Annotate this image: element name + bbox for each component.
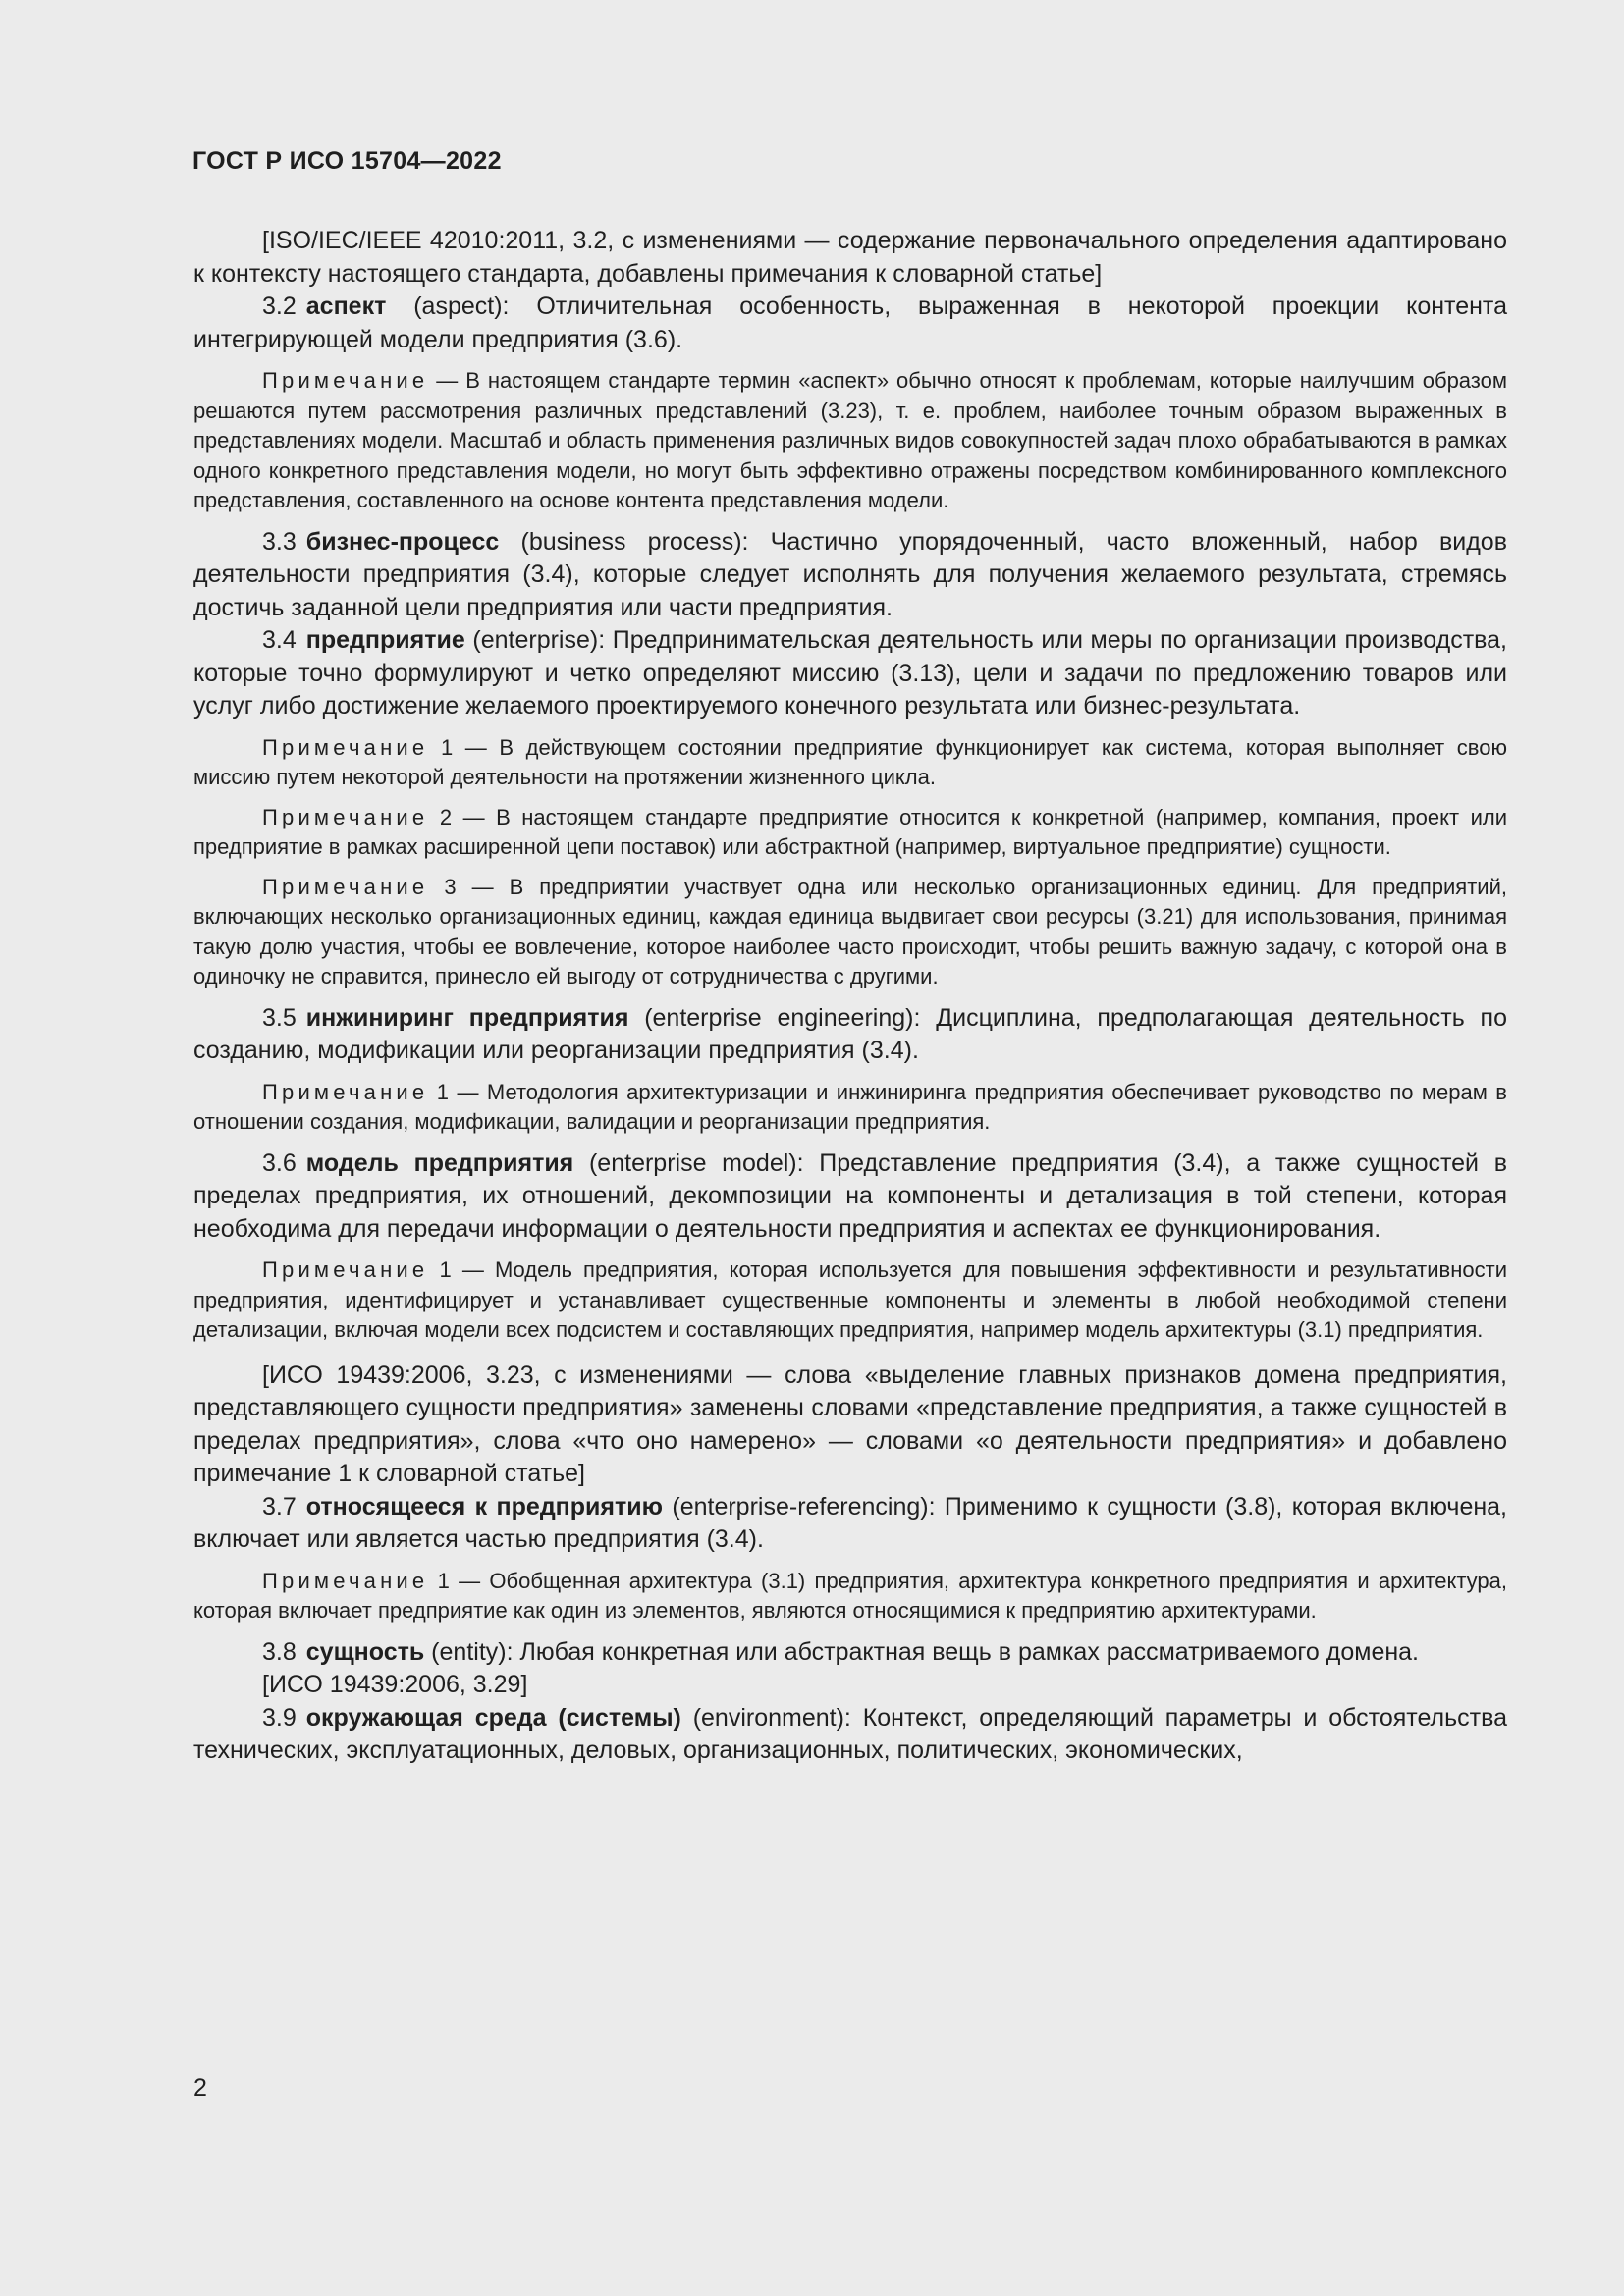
note: Примечание 1 — В действующем состоянии предприятие функционирует как система, которая выполняет свою миссию путем некоторой деятельности на протяжении жизненного цикла. — [193, 734, 1507, 789]
source-reference: [ИСО 19439:2006, 3.29] — [262, 1671, 528, 1698]
term-definition: 3.5 инжиниринг предприятия (enterprise engineering): Дисциплина, предполагающая деятельность по созданию, модификации или реорганизации предприятия (3.4). — [193, 1003, 1507, 1064]
term-definition: 3.2 аспект (aspect): Отличительная особенность, выраженная в некоторой проекции контента интегрирующей модели предприятия (3.6). — [193, 293, 1507, 353]
term-definition: 3.7 относящееся к предприятию (enterprise-referencing): Применимо к сущности (3.8), которая включена, включает или является частью предприятия (3.4). — [193, 1492, 1508, 1553]
note: Примечание 1 — Методология архитектуризации и инжиниринга предприятия обеспечивает руководство по мерам в отношении создания, модификации, валидации и реорганизации предприятия. — [193, 1079, 1507, 1134]
document-header: ГОСТ Р ИСО 15704—2022 — [192, 147, 502, 175]
term-definition: 3.4 предприятие (enterprise): Предпринимательская деятельность или меры по организации производства, которые точно формулируют и четко определяют миссию (3.13), цели и задачи по предложению товаров или услуг либо достижение желаемого проектируемого конечного результата или бизнес-результата. — [193, 626, 1507, 720]
term-definition: 3.8 сущность (entity): Любая конкретная или абстрактная вещь в рамках рассматриваемого домена. — [262, 1637, 1420, 1666]
page-number: 2 — [193, 2074, 207, 2102]
note: Примечание — В настоящем стандарте термин «аспект» обычно относят к проблемам, которые наилучшим образом решаются путем рассмотрения различных представлений (3.23), т. е. проблем, наиболее точным образом выраженных в представлениях модели. Масштаб и область применения различных видов совокупностей задач плохо обрабатываются в рамках одного конкретного представления модели, но могут быть эффективно отражены посредством комбинированного комплексного представления, составленного на основе контента представления модели. — [193, 368, 1507, 512]
source-reference: [ИСО 19439:2006, 3.23, с изменениями — слова «выделение главных признаков домена предприятия, представляющего сущности предприятия» заменены словами «представление предприятия, а также сущностей в пределах предприятия», слова «что оно намерено» — словами «о деятельности предприятия» и добавлено примечание 1 к словарной статье] — [193, 1361, 1507, 1487]
note: Примечание 3 — В предприятии участвует одна или несколько организационных единиц. Для предприятий, включающих несколько организационных единиц, каждая единица выдвигает свои ресурсы (3.21) для использования, принимая такую долю участия, чтобы ее вовлечение, которое наиболее часто происходит, чтобы решить важную задачу, с которой она в одиночку не справится, принесло ей выгоду от сотрудничества с другими. — [193, 874, 1507, 988]
term-definition: 3.6 модель предприятия (enterprise model): Представление предприятия (3.4), а также сущностей в пределах предприятия, их отношений, декомпозиции на компоненты и детализация в той степени, которая необходима для передачи информации о деятельности предприятия и аспектах ее функционирования. — [193, 1148, 1508, 1243]
note: Примечание 1 — Обобщенная архитектура (3.1) предприятия, архитектура конкретного предприятия и архитектура, которая включает предприятие как один из элементов, являются относящимися к предприятию архитектурами. — [193, 1568, 1507, 1623]
source-reference: [ISO/IEC/IEEE 42010:2011, 3.2, с изменениями — содержание первоначального определения адаптировано к контексту настоящего стандарта, добавлены примечания к словарной статье] — [193, 227, 1507, 288]
note: Примечание 2 — В настоящем стандарте предприятие относится к конкретной (например, компания, проект или предприятие в рамках расширенной цепи поставок) или абстрактной (например, виртуальное предприятие) сущности. — [193, 804, 1507, 859]
term-definition: 3.3 бизнес-процесс (business process): Частично упорядоченный, часто вложенный, набор видов деятельности предприятия (3.4), которые следует исполнять для получения желаемого результата, стремясь достичь заданной цели предприятия или части предприятия. — [193, 527, 1507, 621]
document-body — [193, 225, 1507, 1768]
note: Примечание 1 — Модель предприятия, которая используется для повышения эффективности и результативности предприятия, идентифицирует и устанавливает существенные компоненты и элементы в любой необходимой степени детализации, включая модели всех подсистем и составляющих предприятия, например модель архитектуры (3.1) предприятия. — [193, 1257, 1507, 1342]
term-definition: 3.9 окружающая среда (системы) (environment): Контекст, определяющий параметры и обстоятельства технических, эксплуатационных, деловых, организационных, политических, экономических, — [193, 1703, 1507, 1764]
